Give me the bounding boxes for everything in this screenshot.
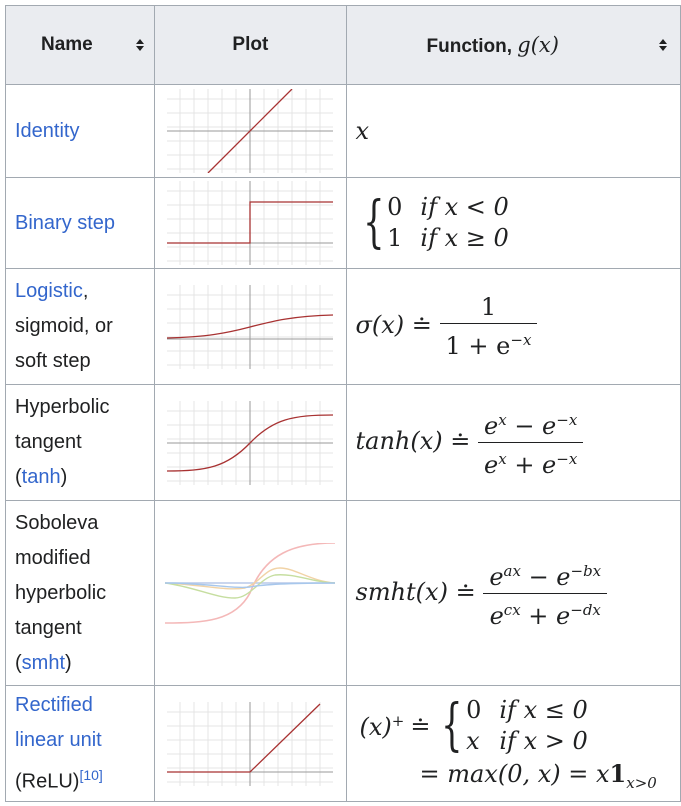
reference-link[interactable]: [10] [79, 766, 103, 783]
formula-lhs: smht(x) ≐ [355, 577, 476, 606]
row-name-cell: Hyperbolic tangent (tanh) [6, 385, 155, 501]
column-header-function-math: g(x) [517, 32, 559, 57]
smht-link[interactable]: smht [21, 651, 66, 674]
relu-max-form: = max(0, $x) = x1_{x>0}$ [419, 759, 657, 792]
column-header-name-label: Name [41, 34, 93, 55]
relu-formula [356, 695, 681, 792]
relu-curve [167, 704, 320, 772]
table-row [6, 385, 681, 501]
table-row [6, 686, 681, 802]
row-function-cell [346, 269, 681, 385]
formula-lhs: σ(x) ≐ [355, 311, 432, 339]
formula-lhs: tanh(x) ≐ [355, 427, 471, 455]
relu-plot [167, 702, 333, 786]
binary-step-formula [356, 192, 509, 254]
name-text: hyperbolic [15, 581, 107, 604]
left-brace: { [441, 693, 463, 759]
sort-updown-icon[interactable] [135, 38, 145, 52]
relu-link[interactable]: linear unit [15, 728, 102, 751]
relu-link[interactable]: Rectified [15, 693, 93, 716]
row-function-cell [346, 385, 681, 501]
row-function-cell [346, 85, 681, 178]
table-row [6, 178, 681, 269]
header-row [6, 6, 681, 85]
name-text: tangent [15, 431, 82, 453]
activation-functions-table [5, 5, 681, 802]
logistic-link[interactable]: Logistic [15, 280, 83, 302]
binary-step-plot [167, 181, 333, 265]
smht-plot [165, 543, 335, 643]
binary-step-curve [167, 202, 333, 243]
row-function-cell [346, 686, 681, 802]
table-row [6, 85, 681, 178]
case-condition: if x ≥ 0 [420, 224, 509, 252]
smht-formula [355, 561, 608, 630]
binary-step-link[interactable]: Binary step [15, 211, 116, 234]
denominator: $e^x + e^{-x}$ [484, 450, 578, 479]
case-value: 0 [387, 193, 403, 221]
logistic-formula [355, 293, 538, 360]
name-text: Hyperbolic [15, 396, 110, 418]
numerator: $e^x - e^{-x}$ [478, 404, 583, 443]
name-text: modified [15, 546, 91, 569]
case-value: 0 [466, 696, 482, 725]
column-header-name[interactable] [6, 6, 155, 85]
name-text: sigmoid, or [15, 315, 113, 337]
row-name-cell [6, 269, 155, 385]
row-plot-cell [155, 501, 346, 686]
fraction [440, 291, 538, 362]
row-plot-cell [155, 85, 346, 178]
sort-updown-icon[interactable] [658, 38, 668, 52]
tanh-link[interactable]: tanh [21, 466, 61, 488]
case-value: x [466, 727, 480, 756]
denominator: $1 + e^{-x}$ [445, 331, 532, 360]
tanh-formula [355, 411, 584, 479]
logistic-plot [167, 285, 333, 369]
row-function-cell [346, 178, 681, 269]
column-header-function-label: Function, [426, 35, 518, 57]
case-value: 1 [387, 224, 403, 252]
name-text: , [82, 280, 89, 302]
column-header-plot [155, 6, 346, 85]
name-text: Soboleva [15, 511, 99, 534]
name-text: (ReLU) [15, 770, 80, 793]
denominator: $e^{cx} + e^{-dx}$ [489, 600, 601, 630]
row-name-cell: Soboleva modified hyperbolic tangent (smht) [6, 501, 155, 686]
name-text: soft step [15, 350, 91, 372]
fraction [478, 404, 583, 481]
row-name-cell [6, 178, 155, 269]
left-brace: { [362, 190, 385, 255]
identity-link[interactable]: Identity [15, 119, 80, 142]
identity-plot [167, 89, 333, 173]
row-plot-cell [155, 686, 346, 802]
table-row [6, 501, 681, 686]
piecewise [434, 695, 587, 757]
case-condition: if x ≤ 0 [499, 696, 588, 725]
table-row [6, 269, 681, 385]
identity-formula: x [355, 117, 370, 145]
column-header-plot-label: Plot [232, 34, 269, 55]
row-plot-cell [155, 269, 346, 385]
row-name-cell [6, 85, 155, 178]
row-function-cell [346, 501, 681, 686]
numerator: 1 [440, 291, 538, 324]
name-text: tangent [15, 616, 82, 639]
case-condition: if x < 0 [420, 193, 509, 221]
smht-curve-orange [165, 568, 335, 589]
fraction [483, 555, 607, 632]
row-plot-cell [155, 385, 346, 501]
row-name-cell [6, 686, 155, 802]
tanh-plot [167, 401, 333, 485]
approx-equal-sign: ≐ [410, 712, 431, 741]
row-plot-cell [155, 178, 346, 269]
numerator: $e^{ax} - e^{-bx}$ [483, 555, 607, 594]
formula-lhs: (x)+ [359, 711, 405, 741]
column-header-function[interactable] [346, 6, 681, 85]
case-condition: if x > 0 [499, 727, 588, 756]
